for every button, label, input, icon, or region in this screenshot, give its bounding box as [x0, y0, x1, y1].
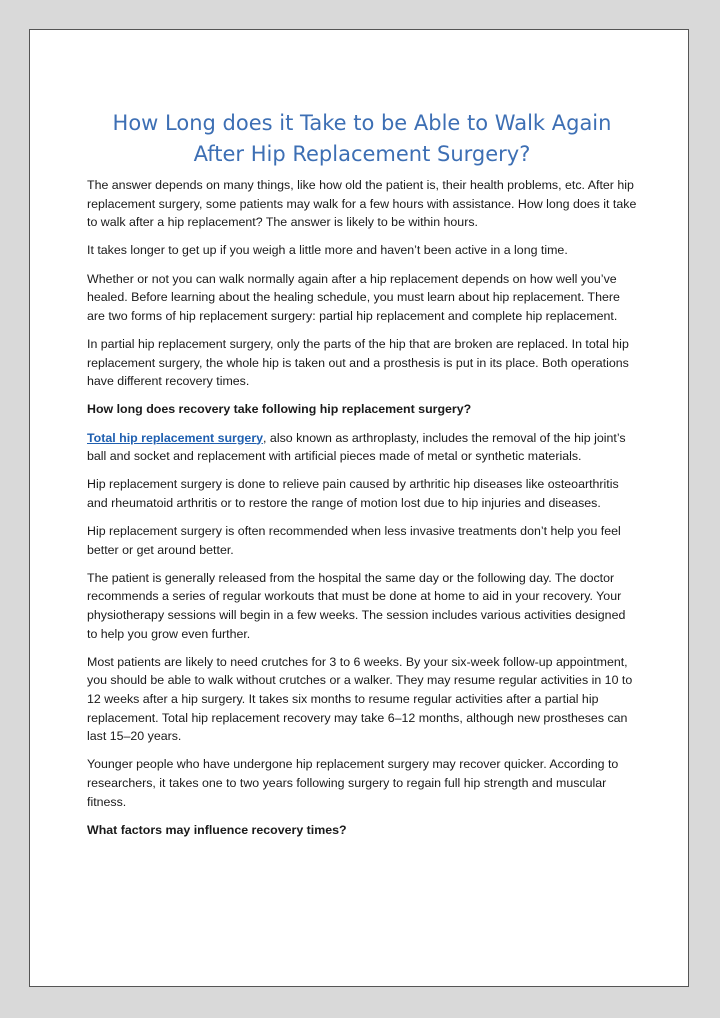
paragraph: Younger people who have undergone hip replacement surgery may recover quicker. According to researchers, it takes one to two years following surgery to regain full hip strength and muscular fitness. [87, 757, 619, 809]
document-body [87, 108, 637, 849]
paragraph: Whether or not you can walk normally again after a hip replacement depends on how well you’ve healed. Before learning about the healing schedule, you must learn about hip replacement. There are two forms of hip replacement surgery: partial hip replacement and complete hip replacement. [87, 271, 620, 323]
paragraph: Most patients are likely to need crutches for 3 to 6 weeks. By your six-week follow-up appointment, you should be able to walk without crutches or a walker. They may resume regular activities in 10 to 12 weeks after a hip surgery. It takes six months to resume regular activities after a partial hip replacement. Total hip replacement recovery may take 6–12 months, although new prostheses can last 15–20 years. [87, 654, 633, 744]
total-hip-replacement-link[interactable]: Total hip replacement surgery [87, 430, 264, 445]
paragraph-text: , also known as arthroplasty, includes the removal of the hip joint’s ball and socket and replacement with artificial pieces made of metal or synthetic materials. [87, 430, 626, 464]
paragraph: It takes longer to get up if you weigh a little more and haven’t been active in a long time. [87, 243, 568, 258]
paragraph: Hip replacement surgery is often recommended when less invasive treatments don’t help you feel better or get around better. [87, 524, 621, 557]
section-heading-factors: What factors may influence recovery times? [87, 822, 347, 837]
paragraph: The answer depends on many things, like how old the patient is, their health problems, etc. After hip replacement surgery, some patients may walk for a few hours with assistance. How long does it take to walk after a hip replacement? The answer is likely to be within hours. [87, 178, 637, 230]
paragraph-with-link [87, 429, 637, 466]
document-page [29, 29, 689, 987]
page-title: How Long does it Take to be Able to Walk Again After Hip Replacement Surgery? [112, 111, 612, 166]
paragraph: In partial hip replacement surgery, only the parts of the hip that are broken are replaced. In total hip replacement surgery, the whole hip is taken out and a prosthesis is put in its place. Both operations have different recovery times. [87, 336, 629, 389]
paragraph: Hip replacement surgery is done to relieve pain caused by arthritic hip diseases like osteoarthritis and rheumatoid arthritis or to restore the range of motion lost due to hip injuries and diseases. [87, 477, 619, 510]
section-heading-recovery: How long does recovery take following hip replacement surgery? [87, 402, 472, 417]
paragraph: The patient is generally released from the hospital the same day or the following day. The doctor recommends a series of regular workouts that must be done at home to aid in your recovery. Your physiotherapy sessions will begin in a few weeks. The session includes various activities designed to help you grow even further. [87, 570, 626, 641]
